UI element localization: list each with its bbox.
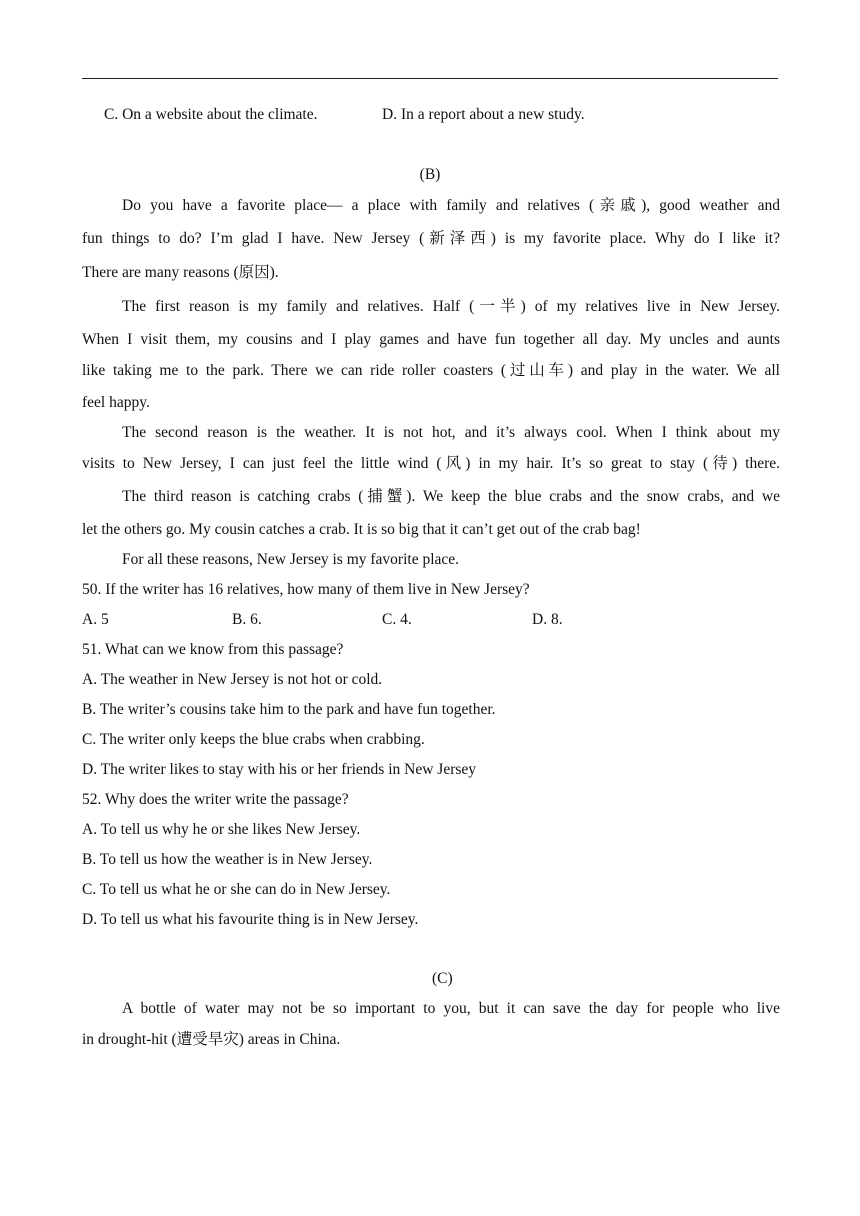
q51-option-d: D. The writer likes to stay with his or her friends in New Jersey: [82, 761, 477, 778]
question-50: 50. If the writer has 16 relatives, how many of them live in New Jersey?: [82, 581, 530, 598]
section-b-heading: (B): [419, 166, 441, 183]
q51-option-b: B. The writer’s cousins take him to the park and have fun together.: [82, 701, 496, 718]
option-d-prev: D. In a report about a new study.: [382, 106, 585, 123]
passage-line: The third reason is catching crabs (捕蟹). We keep the blue crabs and the snow crabs, and we: [122, 488, 780, 505]
q50-option-c: C. 4.: [382, 611, 412, 628]
option-c-prev: C. On a website about the climate.: [104, 106, 318, 123]
q51-option-a: A. The weather in New Jersey is not hot or cold.: [82, 671, 383, 688]
q50-option-d: D. 8.: [532, 611, 563, 628]
passage-line: A bottle of water may not be so important to you, but it can save the day for people who live: [122, 1000, 780, 1017]
passage-line: feel happy.: [82, 394, 150, 411]
q50-option-b: B. 6.: [232, 611, 262, 628]
q52-option-b: B. To tell us how the weather is in New Jersey.: [82, 851, 373, 868]
question-52: 52. Why does the writer write the passage?: [82, 791, 349, 808]
passage-line: When I visit them, my cousins and I play games and have fun together all day. My uncles and aunts: [82, 331, 780, 348]
question-51: 51. What can we know from this passage?: [82, 641, 344, 658]
passage-line: visits to New Jersey, I can just feel the little wind (风) in my hair. It’s so great to stay (待) there.: [82, 455, 780, 472]
header-rule: [82, 78, 778, 79]
q52-option-c: C. To tell us what he or she can do in New Jersey.: [82, 881, 391, 898]
passage-line: fun things to do? I’m glad I have. New Jersey (新泽西) is my favorite place. Why do I like it?: [82, 230, 780, 247]
section-c-heading: (C): [432, 970, 453, 987]
q52-option-d: D. To tell us what his favourite thing is in New Jersey.: [82, 911, 419, 928]
passage-line: in drought-hit (遭受旱灾) areas in China.: [82, 1031, 341, 1048]
passage-line: Do you have a favorite place— a place with family and relatives (亲戚), good weather and: [122, 197, 780, 214]
q52-option-a: A. To tell us why he or she likes New Jersey.: [82, 821, 361, 838]
passage-line: The first reason is my family and relatives. Half (一半) of my relatives live in New Jersey.: [122, 298, 780, 315]
passage-line: let the others go. My cousin catches a crab. It is so big that it can’t get out of the crab bag!: [82, 521, 641, 538]
passage-line: like taking me to the park. There we can ride roller coasters (过山车) and play in the water. We all: [82, 362, 780, 379]
passage-line: There are many reasons (原因).: [82, 264, 279, 281]
passage-line: The second reason is the weather. It is not hot, and it’s always cool. When I think about my: [122, 424, 780, 441]
q51-option-c: C. The writer only keeps the blue crabs when crabbing.: [82, 731, 425, 748]
q50-option-a: A. 5: [82, 611, 109, 628]
passage-line: For all these reasons, New Jersey is my favorite place.: [122, 551, 460, 568]
